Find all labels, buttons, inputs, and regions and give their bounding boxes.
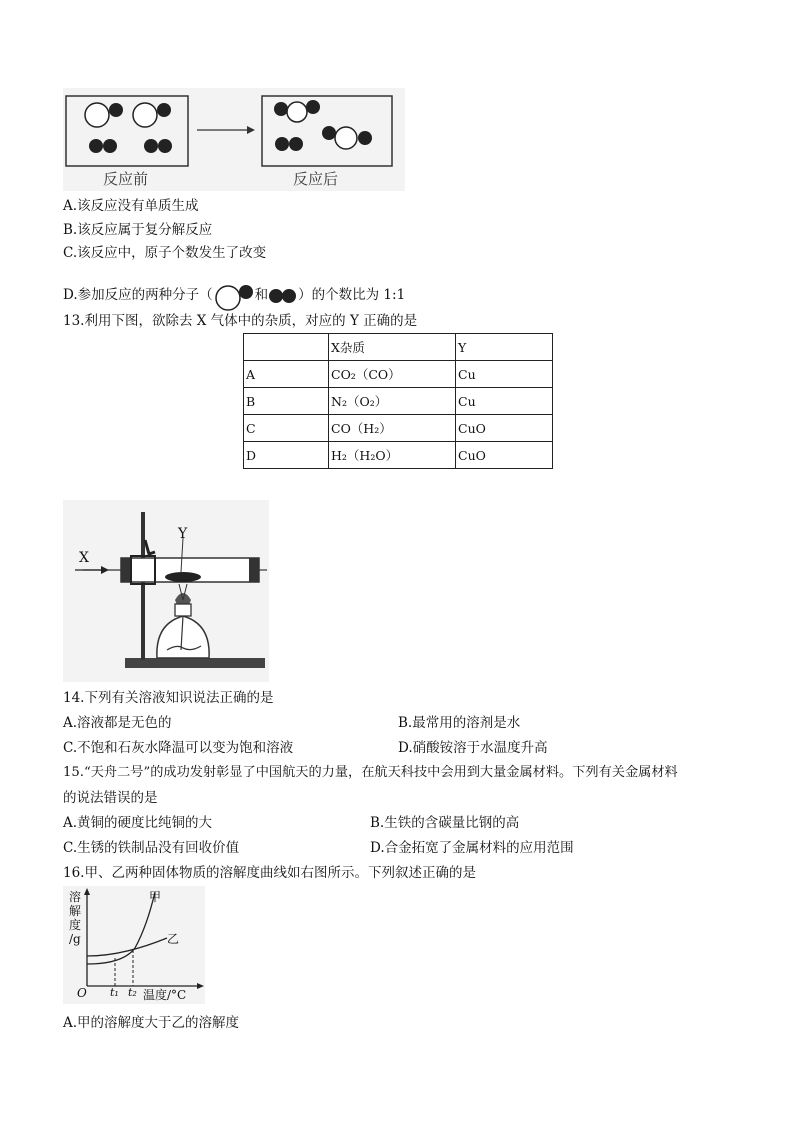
q14-option-c: C.不饱和石灰水降温可以变为饱和溶液 [63, 740, 294, 756]
y-axis-label: 溶 解 度 /g [69, 890, 82, 946]
reaction-diagram [63, 88, 405, 191]
table-cell: Y [456, 334, 553, 361]
solubility-graph [63, 886, 205, 1004]
q15-option-c: C.生锈的铁制品没有回收价值 [63, 840, 240, 856]
q12-option-b: B.该反应属于复分解反应 [63, 222, 213, 238]
molecule-ab-1 [85, 103, 123, 127]
q14-stem: 14.下列有关溶液知识说法正确的是 [63, 690, 274, 706]
apparatus-svg [63, 500, 269, 682]
origin-label: O [77, 986, 87, 1000]
table-cell: Cu [456, 361, 553, 388]
label-y: Y [178, 526, 188, 542]
q15-stem-line2: 的说法错误的是 [63, 790, 158, 806]
q12-option-c: C.该反应中，原子个数发生了改变 [63, 245, 267, 261]
table-cell: CuO [456, 415, 553, 442]
molecule-bb-icon [268, 286, 298, 306]
q13-stem: 13.利用下图，欲除去 X 气体中的杂质，对应的 Y 正确的是 [63, 313, 418, 329]
q15-option-a: A.黄铜的硬度比纯铜的大 [63, 815, 213, 831]
molecule-bb-after [275, 137, 303, 151]
table-cell: N₂（O₂） [329, 388, 456, 415]
q12-option-d-suffix: ）的个数比为 1:1 [298, 287, 406, 303]
before-label: 反应前 [103, 170, 149, 188]
molecule-bab-after [322, 126, 372, 149]
q12-option-d-middle: 和 [254, 287, 269, 303]
table-cell: B [244, 388, 329, 415]
table-row [244, 442, 553, 469]
table-cell: X杂质 [329, 334, 456, 361]
after-label: 反应后 [293, 170, 339, 188]
curve-jia [87, 892, 155, 964]
q15-stem-line1: 15.“天舟二号”的成功发射彰显了中国航天的力量，在航天科技中会用到大量金属材料。下列有关金属材料 [63, 765, 678, 780]
table-cell: A [244, 361, 329, 388]
table-row [244, 388, 553, 415]
q12-option-a: A.该反应没有单质生成 [63, 198, 199, 214]
q16-option-a: A.甲的溶解度大于乙的溶解度 [63, 1015, 240, 1031]
q16-stem: 16.甲、乙两种固体物质的溶解度曲线如右图所示。下列叙述正确的是 [63, 865, 476, 881]
table-row [244, 361, 553, 388]
q15-option-d: D.合金拓宽了金属材料的应用范围 [370, 840, 574, 856]
molecule-bb-2 [144, 139, 172, 153]
table-cell: CO₂（CO） [329, 361, 456, 388]
label-yi: 乙 [167, 932, 180, 946]
molecule-ab-2 [133, 103, 171, 127]
table-cell: C [244, 415, 329, 442]
q14-option-a: A.溶液都是无色的 [63, 715, 172, 731]
table-row [244, 334, 553, 361]
table-cell: D [244, 442, 329, 469]
q12-option-d-prefix: D.参加反应的两种分子（ [63, 287, 213, 303]
label-x: X [79, 550, 89, 566]
molecule-ba-after [274, 100, 320, 122]
apparatus-figure [63, 500, 269, 682]
q12-option-d [63, 278, 405, 312]
label-jia: 甲 [149, 890, 162, 904]
table-cell [244, 334, 329, 361]
table-row [244, 415, 553, 442]
q14-option-d: D.硝酸铵溶于水温度升高 [398, 740, 548, 756]
t2-label: t₂ [128, 986, 137, 999]
molecule-ab-icon [213, 281, 255, 311]
q15-option-b: B.生铁的含碳量比钢的高 [370, 815, 520, 831]
table-cell: CO（H₂） [329, 415, 456, 442]
x-axis-label: 温度/°C [143, 988, 187, 1002]
t1-label: t₁ [110, 986, 119, 999]
curve-yi [87, 938, 167, 956]
table-cell: CuO [456, 442, 553, 469]
q13-table [243, 333, 553, 469]
q14-option-b: B.最常用的溶剂是水 [398, 715, 521, 731]
table-cell: Cu [456, 388, 553, 415]
molecule-bb-1 [89, 139, 117, 153]
table-cell: H₂（H₂O） [329, 442, 456, 469]
